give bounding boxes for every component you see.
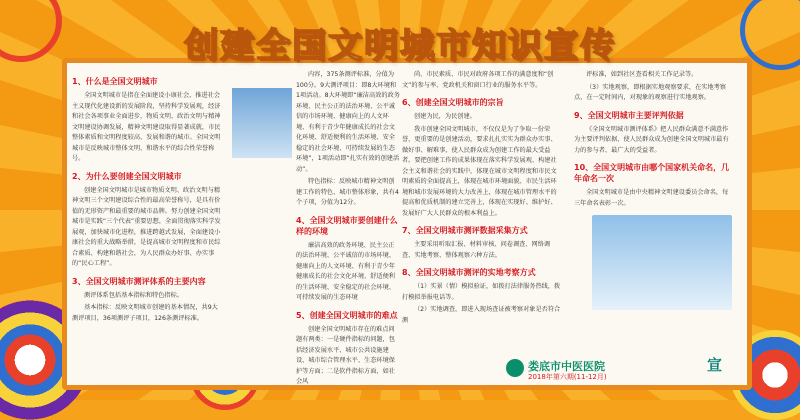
section-paragraph: （3）实地观察，即根据实地观察要求，在实地考察点，在一定时间内，对现象的观察进行实地观察。 [574,83,727,101]
section-paragraph: 全国文明城市是由中央精神文明建设委员会命名，每三年命名表彰一次。 [574,189,729,207]
section-heading: 3、全国文明城市测评体系的主要内容 [72,276,206,286]
logo-emblem-icon [506,359,524,377]
logo-tail-char: 宣 [707,356,723,374]
section-heading: 10、全国文明城市由哪个国家机关命名，几年命名一次 [574,163,730,183]
section-paragraph: （2）实地调查，即进入现场查证被考察对象是否符合测 [402,306,561,324]
section-heading: 2、为什么要创建全国文明城市 [72,171,182,181]
logo-name: 娄底市中医医院 [528,360,605,373]
section-paragraph: 创建全国文明城市是城市物质文明、政治文明与精神文明三个文明建设综合性的最高荣誉称号，是具有价值的无形资产和最重要的城市品牌。努力创建全国文明城市是实践“三个代表”重要思想，全面贯彻落实科学发展观，加快城市化进程，推进跨越式发展，全面建设小康社会的重大战略举措，是提高城市文明程度和市民综合素质、构建和谐社会，为人民群众办好事、办实事的“民心工程”。 [72,186,221,267]
section-heading: 9、全国文明城市主要评判依据 [574,110,684,120]
page-title: 创建全国文明城市知识宣传 [184,26,616,66]
section-paragraph: 创建全国文明城市存在的难点问题有两类：一是硬件指标的问题，包括经济发展水平、城市公共设施建设、城市综合管理水平、生态环境保护等方面；二是软件指标方面，如社会风 [296,325,395,385]
section-heading: 7、全国文明城市测评数据采集方式 [402,226,528,235]
column-4 [574,70,732,211]
column-2 [232,70,400,390]
section-heading: 4、全国文明城市要创建什么样的环境 [296,215,398,236]
column-3 [402,70,562,328]
section-paragraph: 内容，375条测评标准，分值为100分。9大测评项目：即8大环境和1项活动。8大环境即“廉洁高效的政务环境、民主公正的法治环境、公平诚信的市场环境、健康向上的人文环境、有利于青少年健康成长的社会文化环境、舒适便利的生活环境、安全稳定的社会环境、可持续发展的生态环境”，1项活动即“扎实有效的创建活动”。 [296,71,400,173]
section-paragraph: 廉洁高效的政务环境、民主公正的法治环境、公平诚信的市场环境、健康向上的人文环境、有利于青少年健康成长的社会文化环境、舒适便利的生活环境、安全稳定的社会环境、可持续发展的生态环境 [296,241,395,301]
section-paragraph: 测评体系包括基本指标和特色指标。 [84,291,183,299]
section-paragraph: （1）实景（情）模拟验证，如拨打法律服务热线，拨打模拟举报电话等。 [402,283,561,301]
section-paragraph: 评标准，如到社区查看相关工作记录等。 [586,71,698,78]
issue-date: 2018年第六期(11-12月) [528,373,607,381]
section-heading: 6、创建全国文明城市的宗旨 [402,98,504,107]
section-paragraph: 我市创建全国文明城市，不仅仅是为了争取一份荣誉，更重要的是创建活动，要求扎扎实实为群众办实事、做好事、解难事，使人民群众成为创建工作的最大受益者。要把创建工作的成果体现在落实科学发展观、构建社会主义和谐社会的实践中，体现在城市文明程度和市民文明素质的全面提高上，体现在城市环境面貌、市民生活环境和城市发展环境的大力改善上，体现在城市管理水平的提高和优质机制的建立完善上，体现在实现好、维护好、发展好广大人民群众的根本利益上。 [402,125,557,217]
section-paragraph: 全国文明城市是指在全面建设小康社会，推进社会主义现代化建设新的发展阶段，坚持科学发展观，经济和社会各项事业全面进步，物质文明、政治文明与精神文明建设协调发展，精神文明建设取得显著成就，市民整体素质和文明程度较高、发展和谐的城市。全国文明城市是反映城市整体文明、和谐水平的综合性荣誉称号。 [72,92,221,162]
section-paragraph: 创建为民，为民创建。 [414,113,476,120]
section-paragraph: 《全国文明城市测评体系》把人民群众满意不满意作为主要评判依据，使人民群众成为创建全国文明城市最有力的参与者、最广大的受益者。 [574,125,729,154]
column-1 [72,70,222,326]
section-heading: 8、全国文明城市测评的实地考察方式 [402,268,536,277]
city-photo [592,215,732,310]
section-heading: 5、创建全国文明城市的难点 [296,310,398,320]
hospital-logo [506,356,686,382]
section-paragraph: 特色指标：反映城市精神文明创建工作的特色、城市整体形象，共有4个子项，分值为12分。 [296,178,399,206]
section-paragraph: 主要采用听取汇报、材料审核、问卷调查、网络调查、实地考察、整体观察六种方法。 [402,241,551,259]
section-heading: 1、什么是全国文明城市 [72,77,158,86]
section-paragraph: 尚、市民素质、市民对政府各项工作的满意度和“创文”的参与率、党政机关和窗口行业的服务水平等。 [402,71,554,89]
section-paragraph: 基本指标：反映文明城市创建的基本情况，共9大测评项目，36项测评子项目，126条测评标准。 [72,304,218,322]
